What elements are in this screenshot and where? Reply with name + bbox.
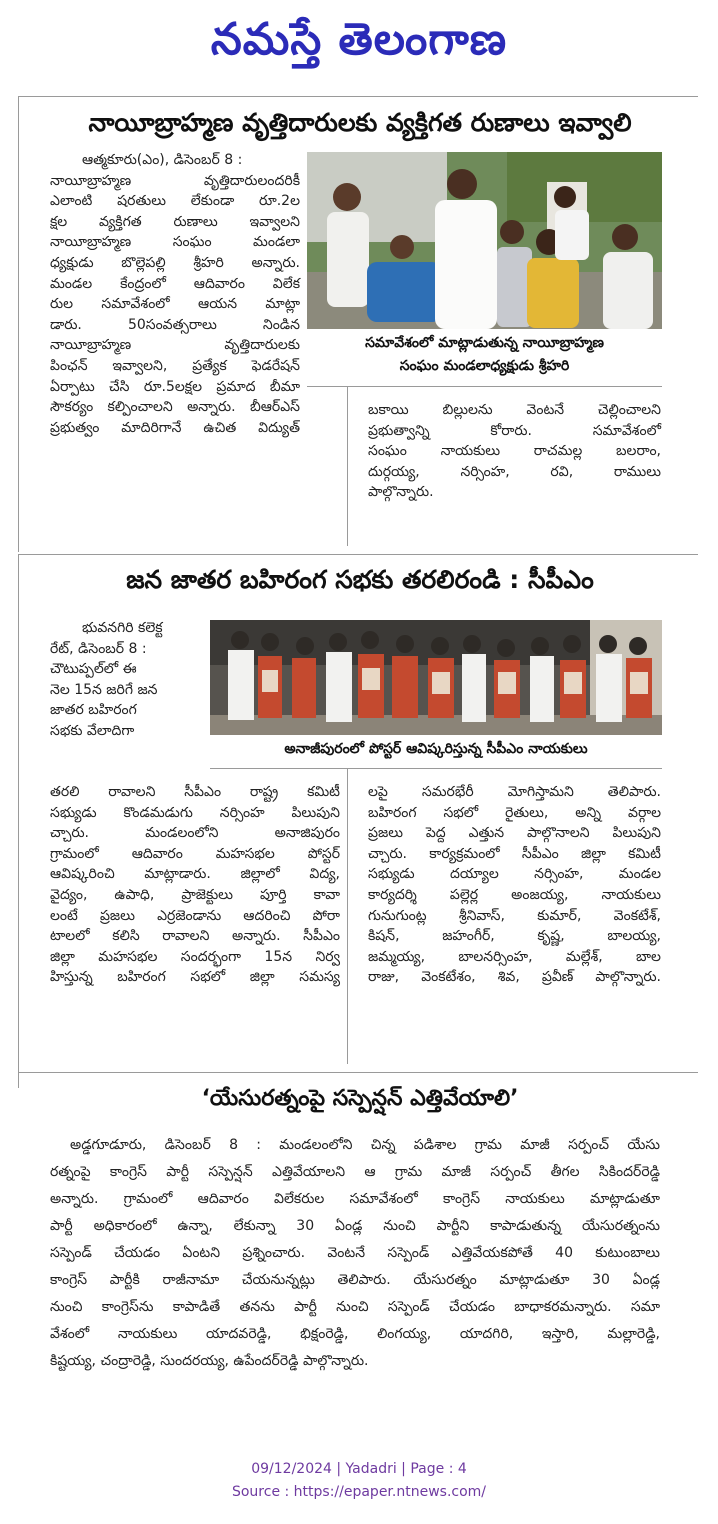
- text-line: బహిరంగ సభలో రైతులు, అన్ని వర్గాల: [368, 804, 661, 821]
- text-line: అడ్డగూడూరు, డిసెంబర్ 8 : మండలంలోని చిన్న పడిశాల గ్రామ మాజీ సర్పంచ్ యేసు: [70, 1137, 660, 1153]
- text-line: కిష్టయ్య, చంద్రారెడ్డి, సుందరయ్య, ఉపేందర్‌రెడ్డి పాల్గొన్నారు.: [50, 1353, 369, 1369]
- text-line: సభ్యుడు కొండమడుగు నర్సింహ పిలుపుని: [50, 804, 340, 821]
- page-info-footer: 09/12/2024 | Yadadri | Page : 4: [251, 1461, 467, 1477]
- text-line: గ్రామంలో ఆదివారం మహసభల పోస్టర్: [50, 845, 340, 862]
- text-line: తరలి రావాలని సీపీఎం రాష్ట్ర కమిటీ: [50, 784, 340, 800]
- article2-headline: జన జాతర బహిరంగ సభకు తరలిరండి : సీపీఎం: [126, 565, 594, 594]
- text-line: రాజు, వెంకటేశం, శివ, ప్రవీణ్ పాల్గొన్నారు.: [368, 969, 661, 986]
- text-line: ఆవిష్కరించి మాట్లాడారు. జిల్లాలో విద్య,: [50, 866, 340, 883]
- text-line: పింఛన్ ఇవ్వాలని, ప్రత్యేక ఫెడరేషన్: [50, 357, 300, 374]
- text-line: రుల సమావేశంలో ఆయన మాట్లా: [50, 296, 300, 313]
- text-line: వైద్యం, ఉపాధి, ప్రాజెక్టులు పూర్తి కావా: [50, 886, 340, 903]
- caption-divider: [210, 768, 662, 769]
- text-line: పార్టీ అధికారంలో ఉన్నా, లేకున్నా 30 ఏండ్ల నుంచి పార్టీని కాపాడుతున్న యేసురత్నంను: [50, 1218, 660, 1234]
- text-line: మండల కేంద్రంలో ఆదివారం విలేక: [50, 275, 300, 292]
- text-line: భువనగిరి కలెక్ట: [82, 620, 163, 636]
- article1-left-column: [50, 150, 300, 438]
- text-line: లంటే ప్రజలు ఎర్రజెండాను ఆదరించి పోరా: [50, 907, 340, 924]
- text-line: టాలలో కలిసి రావాలని అన్నారు. సీపీఎం: [50, 928, 340, 945]
- text-line: రేట్, డిసెంబర్ 8 :: [50, 640, 147, 657]
- text-line: రత్నంపై కాంగ్రెస్ పార్టీ సస్పెన్షన్ ఎత్తివేయాలని ఆ గ్రామ మాజీ సర్పంచ్ తీగల సికిందర్‌రెడ్డి: [50, 1164, 660, 1180]
- text-line: నాయీబ్రాహ్మణ వృత్తిదారులకు: [50, 337, 300, 354]
- text-line: సభ్యుడు దయ్యాల నర్సింహ, మండల: [368, 866, 661, 883]
- caption-divider: [307, 386, 662, 387]
- text-line: అన్నారు. గ్రామంలో ఆదివారం విలేకరుల సమావేశంలో కాంగ్రెస్ నాయకులు మాట్లాడుతూ: [50, 1191, 661, 1207]
- caption-line: సంఘం మండలాధ్యక్షుడు శ్రీహరి: [399, 358, 570, 374]
- text-line: చౌటుప్పల్‌లో ఈ: [50, 661, 137, 678]
- article1-headline: నాయీబ్రాహ్మణ వృత్తిదారులకు వ్యక్తిగత రుణాలు ఇవ్వాలి: [88, 108, 632, 137]
- article2-intro-column: [50, 618, 202, 742]
- group-photo-image: [307, 152, 662, 329]
- text-line: లపై సమరభేరీ మోగిస్తామని తెలిపారు.: [368, 784, 661, 800]
- article3-headline: ‘యేసురత్నంపై సస్పెన్షన్ ఎత్తివేయాలి’: [201, 1086, 519, 1111]
- text-line: డారు. 50సంవత్సరాలు నిండిన: [50, 316, 300, 333]
- caption-line: సమావేశంలో మాట్లాడుతున్న నాయీబ్రాహ్మణ: [365, 335, 604, 351]
- text-line: ఎలాంటి షరతులు లేకుండా రూ.2ల: [50, 193, 300, 210]
- text-line: సస్పెండ్ చేయడం ఏంటని ప్రశ్నించారు. వెంటనే సస్పెండ్ ఎత్తివేయకపోతే 40 కుటుంబాలు: [50, 1245, 660, 1261]
- article2-photo: [210, 620, 662, 735]
- newspaper-masthead: నమస్తే తెలంగాణ: [210, 14, 508, 65]
- text-line: జమ్మయ్య, బాలనర్సింహ, మల్లేశ్, బాల: [368, 948, 661, 965]
- article1-photo: [307, 152, 662, 329]
- column-rule: [347, 386, 348, 546]
- text-line: ఏర్పాటు చేసి రూ.5లక్షల ప్రమాద బీమా: [50, 378, 300, 395]
- text-line: నెల 15న జరిగే జన: [50, 681, 158, 698]
- article1-right-column: [368, 400, 661, 503]
- text-line: నాయీబ్రాహ్మణ వృత్తిదారులందరికీ: [50, 172, 300, 189]
- column-rule: [18, 96, 19, 552]
- text-line: ప్రభుత్వం మాదిరిగానే ఉచిత విద్యుత్: [50, 419, 300, 436]
- column-rule: [347, 768, 348, 1064]
- source-url-footer[interactable]: Source : https://epaper.ntnews.com/: [231, 1484, 487, 1500]
- text-line: ప్రభుత్వాన్ని కోరారు. సమావేశంలో: [368, 422, 661, 439]
- text-line: నాయీబ్రాహ్మణ సంఘం మండలా: [50, 234, 300, 251]
- text-line: ప్రజలు పెద్ద ఎత్తున పాల్గొనాలని పిలుపుని: [368, 825, 661, 842]
- text-line: కిషన్, జహంగీర్, కృష్ణ, బాలయ్య,: [368, 928, 661, 945]
- text-line: వేశంలో నాయకులు యాదవరెడ్డి, భిక్షంరెడ్డి, లింగయ్య, యాదగిరి, ఇస్తారి, మల్లారెడ్డి,: [50, 1326, 660, 1342]
- text-line: కాంగ్రెస్ పార్టీకి రాజీనామా చేయనున్నట్లు తెలిపారు. యేసురత్నం మాట్లాడుతూ 30 ఏండ్ల: [50, 1272, 660, 1288]
- article3-body: [50, 1132, 660, 1375]
- text-line: సంఘం నాయకులు రాచమల్ల బలరాం,: [368, 443, 661, 460]
- text-line: దుర్గయ్య, నర్సింహ, రవి, రాములు: [368, 463, 661, 480]
- text-line: బకాయి బిల్లులను వెంటనే చెల్లించాలని: [368, 402, 661, 418]
- article2-left-column: [50, 782, 340, 988]
- caption-line: అనాజీపురంలో పోస్టర్ ఆవిష్కరిస్తున్న సీపీఎం నాయకులు: [284, 741, 588, 757]
- text-line: నుంచి కాంగ్రెస్‌ను కాపాడితే తనను పార్టీ నుంచి సస్పెండ్ చేయడం బాధాకరమన్నారు. సమా: [50, 1299, 660, 1315]
- text-line: చ్చారు. మండలంలోని అనాజిపురం: [50, 825, 340, 842]
- text-line: జిల్లా మహసభల సందర్భంగా 15న నిర్వ: [50, 948, 340, 965]
- article-divider: [18, 1072, 698, 1073]
- text-line: ధ్యక్షుడు బొల్లెపల్లి శ్రీహరి అన్నారు.: [50, 254, 300, 271]
- poster-launch-photo-image: [210, 620, 662, 735]
- text-line: సభకు వేలాదిగా: [50, 722, 135, 739]
- text-line: కార్యదర్శి పల్లెర్ల అంజయ్య, నాయకులు: [368, 886, 661, 903]
- text-line: గునుగుంట్ల శ్రీనివాస్, కుమార్, వెంకటేశ్,: [368, 907, 661, 924]
- article2-right-column: [368, 782, 661, 988]
- article1-photo-caption: [307, 332, 662, 378]
- text-line: ఆత్మకూరు(ఎం), డిసెంబర్ 8 :: [82, 152, 243, 168]
- text-line: క్షల వ్యక్తిగత రుణాలు ఇవ్వాలని: [50, 213, 300, 230]
- column-rule: [18, 554, 19, 1088]
- text-line: హిస్తున్న బహిరంగ సభలో జిల్లా సమస్య: [50, 969, 340, 986]
- text-line: పాల్గొన్నారు.: [368, 484, 434, 501]
- article-divider: [18, 554, 698, 555]
- article2-photo-caption: [210, 738, 662, 761]
- text-line: సౌకర్యం కల్పించాలని అన్నారు. బీఆర్ఎస్: [50, 399, 300, 416]
- text-line: జాతర బహిరంగ: [50, 702, 137, 719]
- text-line: చ్చారు. కార్యక్రమంలో సీపీఎం జిల్లా కమిటీ: [368, 845, 661, 862]
- article-divider: [18, 96, 698, 97]
